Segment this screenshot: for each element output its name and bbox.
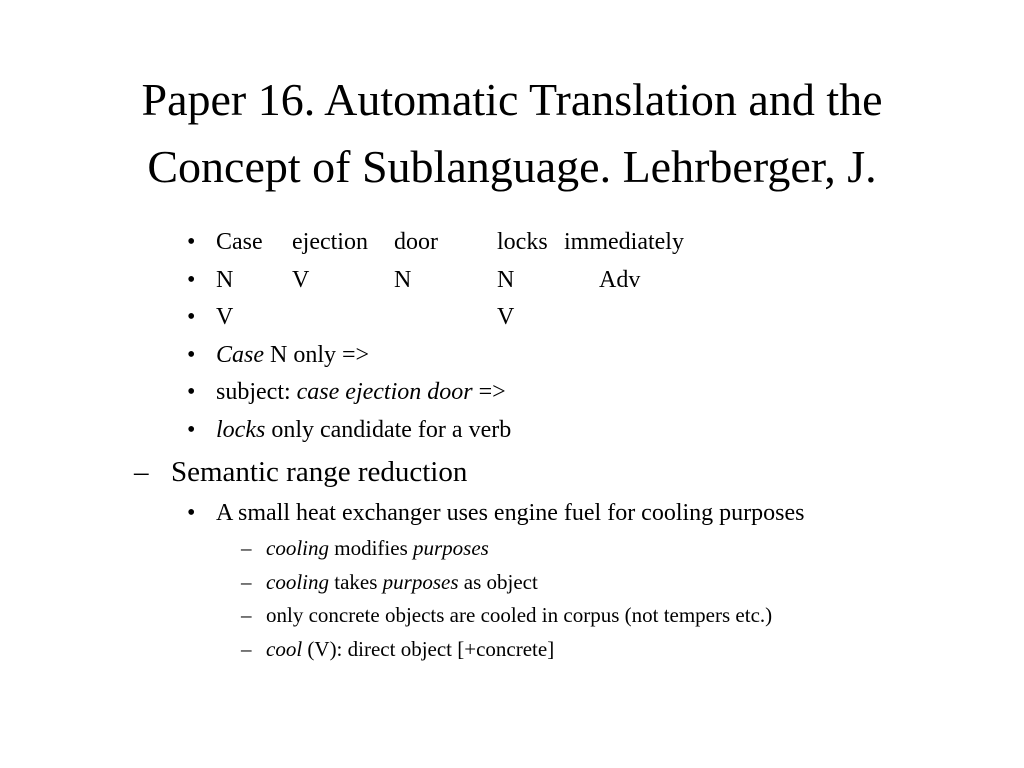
bullet-marker: • (187, 304, 196, 330)
bullet-marker: • (187, 417, 196, 443)
word-door: door (394, 229, 438, 255)
italic-term: locks (216, 417, 266, 443)
bullet-marker: • (187, 229, 196, 255)
section-heading: Semantic range reduction (171, 456, 468, 488)
bullet-rest: only candidate for a verb (265, 417, 512, 443)
tag-ejection: V (292, 267, 310, 293)
alt-tag-case: V (216, 304, 234, 330)
example-sentence: A small heat exchanger uses engine fuel for cooling purposes (216, 500, 805, 526)
sub-item-text (266, 634, 554, 664)
sub-item-text (266, 567, 538, 597)
italic-term: purposes (382, 570, 459, 594)
title-line-1: Paper 16. Automatic Translation and the (141, 74, 883, 125)
bullet-marker: • (187, 342, 196, 368)
bullet-marker: • (187, 500, 196, 526)
dash-marker: – (241, 637, 252, 661)
sub-item-text: only concrete objects are cooled in corpus (not tempers etc.) (266, 603, 773, 627)
bullet-marker: • (187, 267, 196, 293)
word-case: Case (216, 229, 263, 255)
sub-item-mid: takes (329, 570, 383, 594)
italic-term: purposes (413, 536, 489, 560)
sub-item-text (266, 533, 489, 563)
dash-marker: – (241, 536, 252, 560)
title-line-2: Concept of Sublanguage. Lehrberger, J. (147, 141, 877, 192)
sub-item-mid: modifies (329, 536, 413, 560)
word-immediately: immediately (564, 229, 684, 255)
italic-term: cooling (266, 536, 329, 560)
word-ejection: ejection (292, 229, 368, 255)
bullet-text (216, 339, 369, 371)
bullet-marker: • (187, 379, 196, 405)
sub-item-rest: (V): direct object [+concrete] (302, 637, 555, 661)
dash-marker: – (134, 456, 149, 488)
italic-term: Case (216, 342, 264, 368)
tag-locks: N (497, 267, 515, 293)
bullet-text (216, 376, 506, 408)
bullet-prefix: subject: (216, 379, 297, 405)
tag-case: N (216, 267, 234, 293)
bullet-text (216, 414, 511, 446)
bullet-rest: N only => (264, 342, 370, 368)
italic-term: case ejection door (296, 379, 473, 405)
bullet-rest: => (472, 379, 506, 405)
alt-tag-locks: V (497, 304, 515, 330)
tag-immediately: Adv (599, 267, 641, 293)
tag-door: N (394, 267, 412, 293)
dash-marker: – (241, 570, 252, 594)
dash-marker: – (241, 603, 252, 627)
slide-title (0, 66, 1024, 200)
italic-term: cool (266, 637, 303, 661)
sub-item-rest: as object (458, 570, 538, 594)
word-locks: locks (497, 229, 548, 255)
italic-term: cooling (266, 570, 329, 594)
